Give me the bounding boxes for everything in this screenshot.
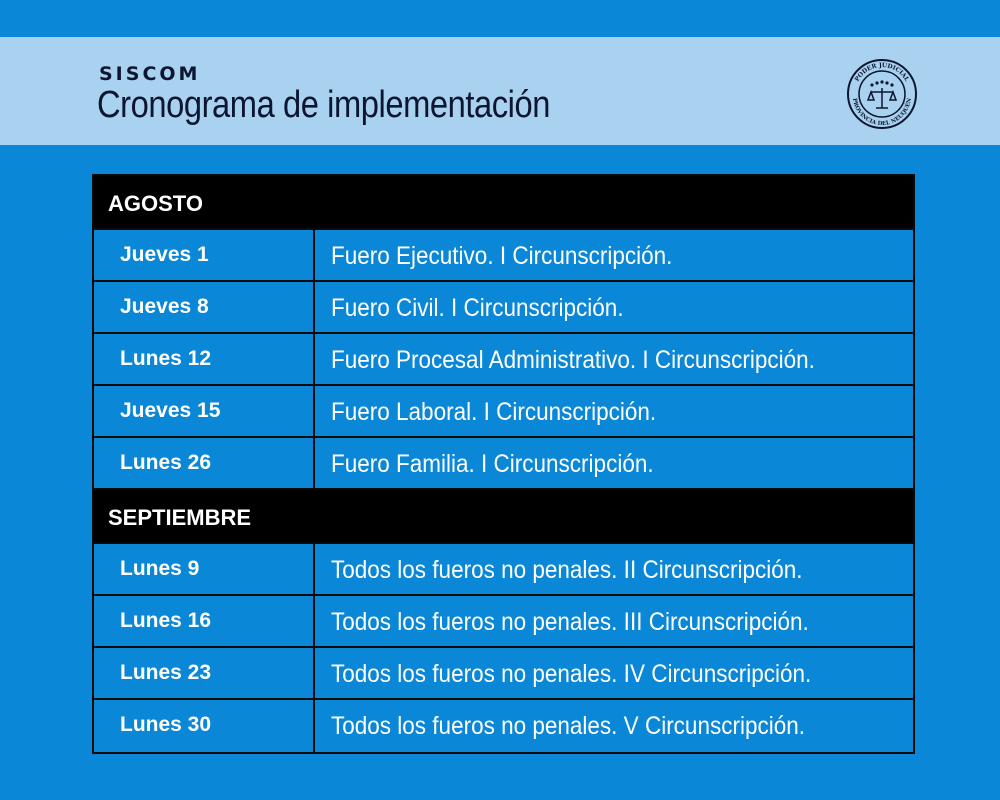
schedule-table: [92, 174, 915, 754]
table-row: [94, 438, 913, 490]
schedule-description: Fuero Familia. I Circunscripción.: [331, 450, 654, 478]
schedule-date: Jueves 8: [94, 282, 315, 332]
table-row: [94, 648, 913, 700]
schedule-description: Todos los fueros no penales. II Circunscripción.: [331, 556, 803, 584]
schedule-description-cell: [315, 282, 913, 332]
table-row: [94, 230, 913, 282]
svg-text:PODER JUDICIAL: PODER JUDICIAL: [853, 61, 911, 83]
schedule-date: Jueves 15: [94, 386, 315, 436]
schedule-date: Lunes 16: [94, 596, 315, 646]
schedule-description-cell: [315, 386, 913, 436]
schedule-description-cell: [315, 334, 913, 384]
table-row: [94, 282, 913, 334]
schedule-description: Fuero Civil. I Circunscripción.: [331, 294, 624, 322]
month-header: AGOSTO: [94, 176, 913, 230]
schedule-description-cell: [315, 596, 913, 646]
schedule-date: Lunes 9: [94, 544, 315, 594]
table-row: [94, 386, 913, 438]
schedule-date: Lunes 12: [94, 334, 315, 384]
header-band: [0, 37, 1000, 145]
schedule-description: Fuero Ejecutivo. I Circunscripción.: [331, 242, 673, 270]
schedule-description-cell: [315, 700, 913, 752]
schedule-description: Fuero Procesal Administrativo. I Circunscripción.: [331, 346, 815, 374]
month-header: SEPTIEMBRE: [94, 490, 913, 544]
schedule-description: Todos los fueros no penales. V Circunscripción.: [331, 712, 806, 740]
schedule-date: Lunes 26: [94, 438, 315, 488]
schedule-description-cell: [315, 438, 913, 488]
schedule-description-cell: [315, 544, 913, 594]
schedule-description: Fuero Laboral. I Circunscripción.: [331, 398, 657, 426]
court-seal-icon: [846, 58, 918, 130]
schedule-date: Lunes 30: [94, 700, 315, 752]
page-title: Cronograma de implementación: [97, 84, 550, 126]
svg-text:PROVINCIA DEL NEUQUÉN: PROVINCIA DEL NEUQUÉN: [851, 97, 913, 128]
schedule-date: Lunes 23: [94, 648, 315, 698]
brand-name: SISCOM: [99, 63, 201, 85]
table-row: [94, 596, 913, 648]
schedule-description: Todos los fueros no penales. IV Circunscripción.: [331, 660, 812, 688]
schedule-description: Todos los fueros no penales. III Circunscripción.: [331, 608, 809, 636]
schedule-description-cell: [315, 230, 913, 280]
table-row: [94, 334, 913, 386]
schedule-date: Jueves 1: [94, 230, 315, 280]
table-row: [94, 544, 913, 596]
schedule-description-cell: [315, 648, 913, 698]
table-row: [94, 700, 913, 752]
